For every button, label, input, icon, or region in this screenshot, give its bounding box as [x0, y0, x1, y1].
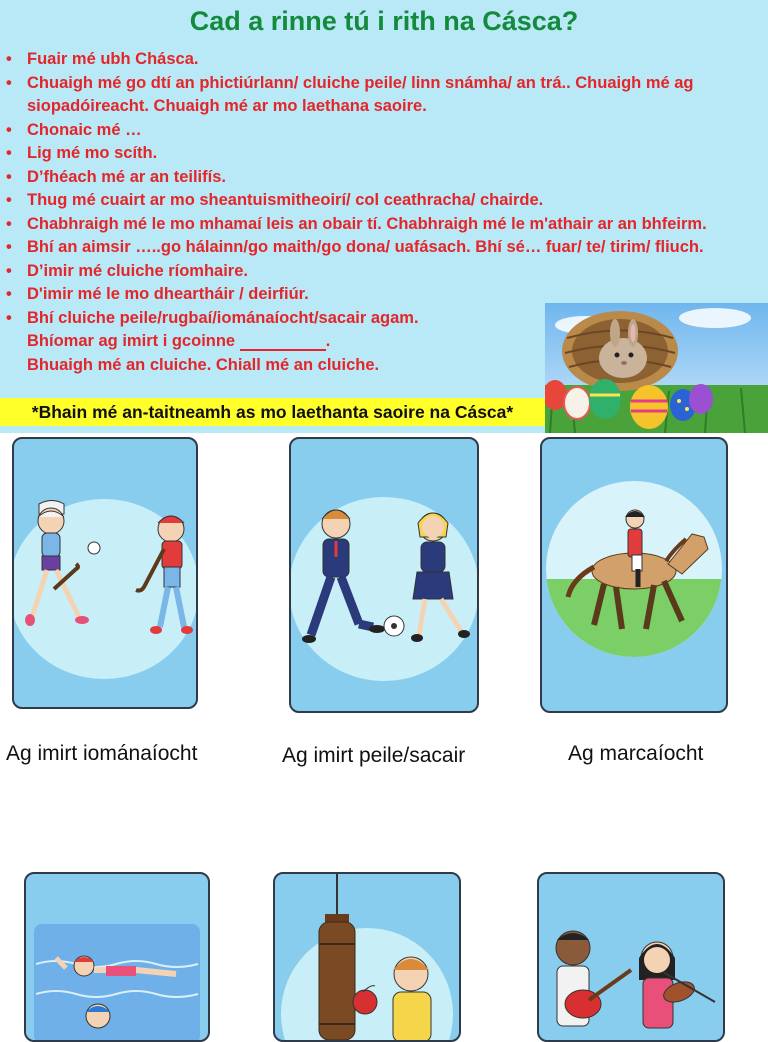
caption-hurling: Ag imirt iománaíocht	[6, 742, 198, 765]
list-item: • Bhí an aimsir …..go hálainn/go maith/go dona/ uafásach. Bhí sé… fuar/ te/ tirim/ fliuch.	[6, 236, 766, 260]
music-children-illustration	[539, 874, 723, 1040]
riding-card	[540, 437, 728, 713]
bullet-icon: •	[6, 214, 12, 233]
list-continuation-2: Bhuaigh mé an cluiche. Chiall mé an cluiche.	[27, 355, 380, 374]
list-item: • D'imir mé le mo dheartháir / deirfiúr.	[6, 283, 766, 307]
summary-ribbon: *Bhain mé an-taitneamh as mo laethanta saoire na Cásca*	[0, 398, 545, 426]
list-item: • Chuaigh mé go dtí an phictiúrlann/ cluiche peile/ linn snámha/ an trá.. Chuaigh mé ag siopadóireacht. Chuaigh mé ar mo laethana saoire.	[6, 73, 694, 115]
boxing-card	[273, 872, 461, 1042]
bullet-icon: •	[6, 120, 12, 139]
page-title: Cad a rinne tú i rith na Cásca?	[189, 6, 579, 36]
list-item: • D’fhéach mé ar an teilifís.	[6, 166, 766, 190]
bullet-icon: •	[6, 167, 12, 186]
music-card	[537, 872, 725, 1042]
bullet-icon: •	[6, 238, 12, 256]
boxing-illustration	[275, 874, 459, 1040]
list-item: • Chonaic mé …	[6, 119, 766, 143]
football-children-illustration	[291, 439, 477, 711]
fill-in-blank[interactable]	[240, 333, 326, 351]
bullet-icon: •	[6, 144, 12, 162]
swimming-card	[24, 872, 210, 1042]
football-card	[289, 437, 479, 713]
swimming-illustration	[26, 874, 208, 1040]
list-item: • Thug mé cuairt ar mo sheantuismitheoirí/ col ceathracha/ chairde.	[6, 189, 766, 213]
bullet-icon: •	[6, 308, 12, 327]
list-item: • Lig mé mo scíth.	[6, 142, 766, 166]
horse-riding-illustration	[542, 439, 726, 711]
bullet-icon: •	[6, 50, 12, 68]
bullet-icon: •	[6, 285, 12, 303]
bullet-icon: •	[6, 73, 12, 92]
bullet-icon: •	[6, 191, 12, 209]
list-continuation-1: Bhíomar ag imirt i gcoinne .	[27, 332, 331, 350]
list-item: • Bhí cluiche peile/rugbaí/iománaíocht/sacair agam. Bhíomar ag imirt i gcoinne . Bhuaigh mé an cluiche. Chiall mé an cluiche.	[6, 307, 766, 378]
list-item: • D’imir mé cluiche ríomhaire.	[6, 260, 766, 284]
caption-riding: Ag marcaíocht	[568, 742, 704, 765]
hurling-children-illustration	[14, 439, 196, 707]
hurling-card	[12, 437, 198, 709]
list-item: • Fuair mé ubh Chásca.	[6, 48, 766, 72]
list-item: • Chabhraigh mé le mo mhamaí leis an obair tí. Chabhraigh mé le m'athair ar an bhfeirm.	[6, 213, 766, 237]
easter-bunny-eggs-photo	[545, 303, 768, 433]
caption-football: Ag imirt peile/sacair	[282, 744, 466, 767]
bullet-icon: •	[6, 261, 12, 280]
